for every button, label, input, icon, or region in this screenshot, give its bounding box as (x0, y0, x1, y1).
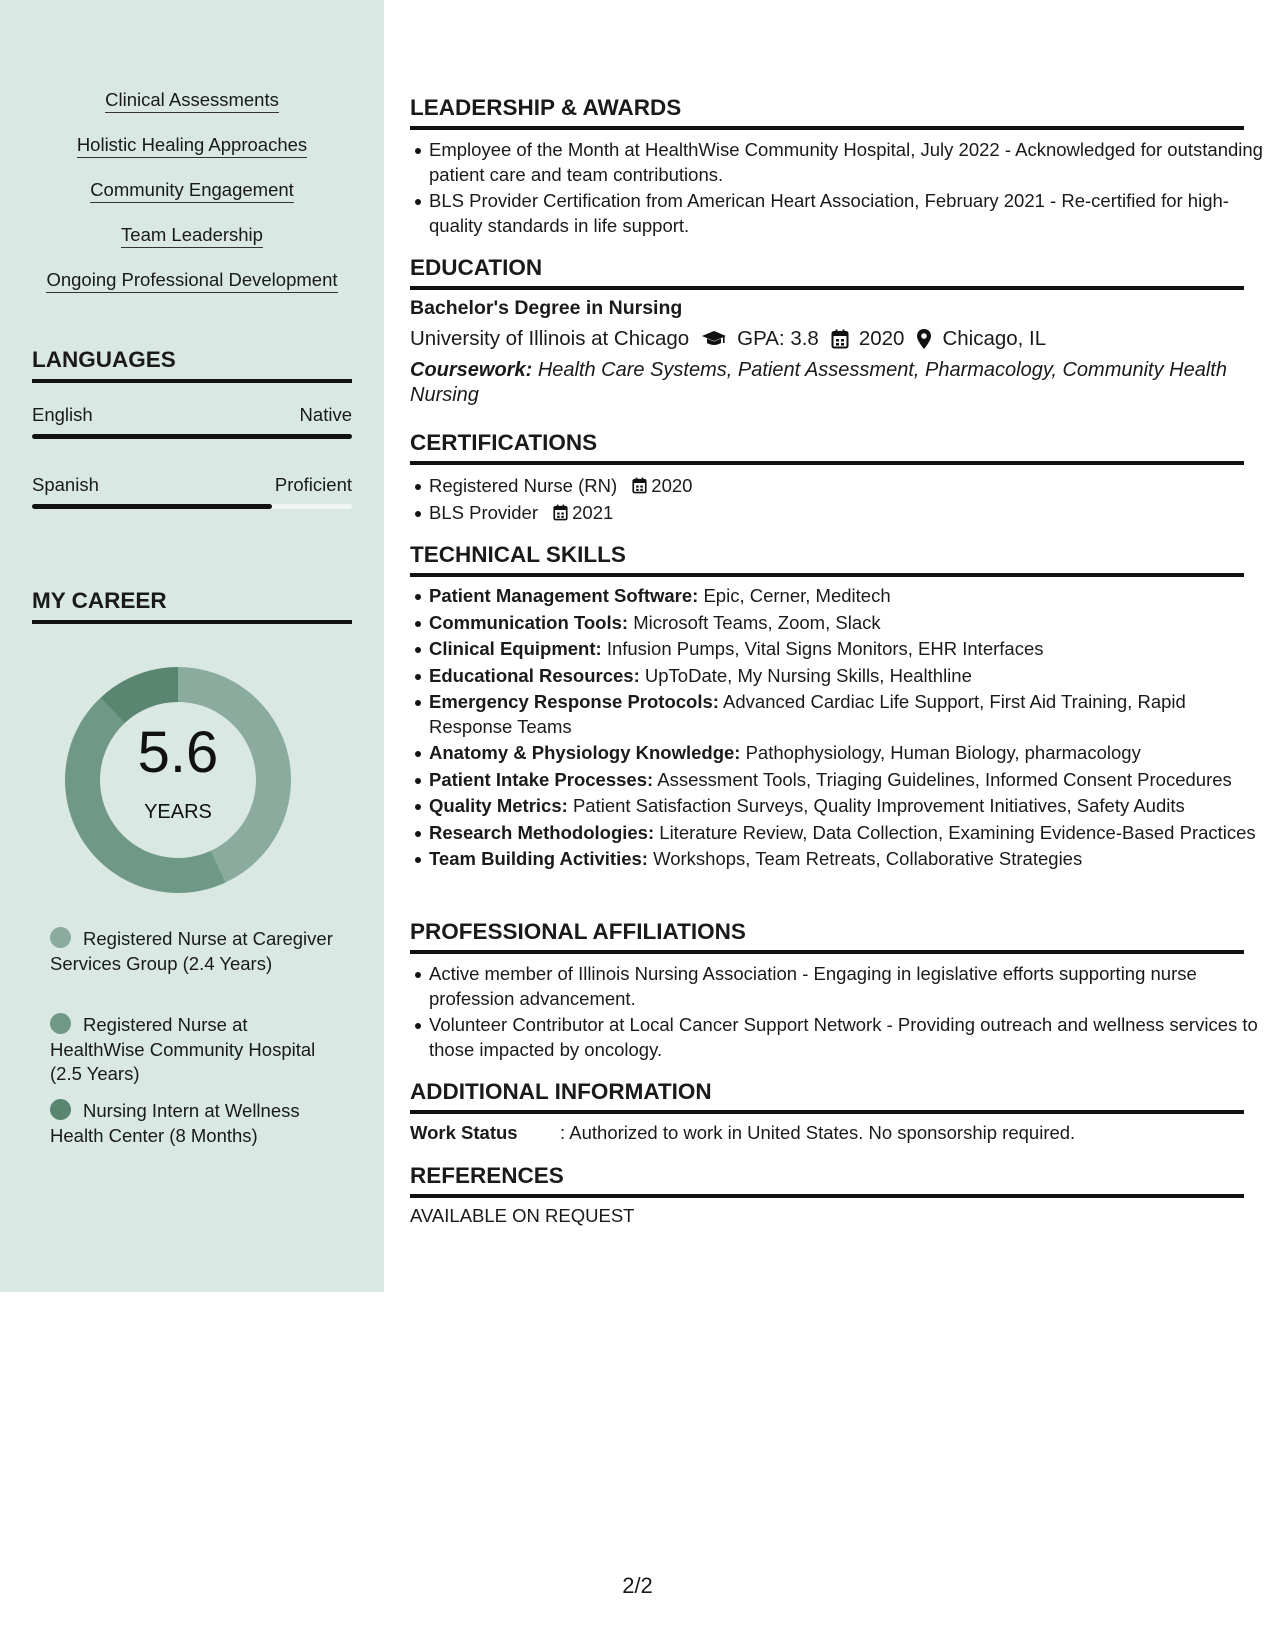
calendar-icon (553, 504, 568, 521)
coursework-list: Health Care Systems, Patient Assessment, Pharmacology, Community Health Nursing (410, 359, 1227, 406)
skill-tag: Clinical Assessments (0, 88, 384, 112)
career-legend-item: Registered Nurse at HealthWise Community Hospital (2.5 Years) (50, 1014, 316, 1084)
language-level: Native (299, 404, 352, 425)
list-item: Educational Resources: UpToDate, My Nursing Skills, Healthline (429, 664, 1263, 689)
references-heading: REFERENCES (410, 1163, 1244, 1198)
language-row (32, 474, 352, 496)
list-item: Patient Management Software: Epic, Cerner, Meditech (429, 584, 1263, 609)
gpa: GPA: 3.8 (737, 327, 819, 350)
legend-dot-icon (50, 1099, 71, 1120)
language-name: Spanish (32, 474, 99, 495)
certification-year: 2020 (651, 475, 693, 496)
school-location: Chicago, IL (942, 327, 1047, 350)
school-name: University of Illinois at Chicago (410, 327, 690, 350)
graduation-year: 2020 (858, 327, 905, 350)
page-number: 2/2 (622, 1573, 653, 1598)
references-value: AVAILABLE ON REQUEST (410, 1205, 635, 1226)
education-meta (410, 327, 1046, 351)
affiliations-list (410, 962, 1263, 1064)
leadership-list (410, 138, 1263, 240)
career-heading: MY CAREER (32, 588, 352, 624)
language-level: Proficient (274, 474, 352, 495)
career-total-value: 5.6 (137, 720, 219, 785)
language-bar (32, 434, 352, 439)
skill-tag: Community Engagement (0, 178, 384, 202)
degree-title: Bachelor's Degree in Nursing (410, 297, 683, 319)
list-item: Team Building Activities: Workshops, Team Retreats, Collaborative Strategies (429, 847, 1263, 872)
list-item: Employee of the Month at HealthWise Community Hospital, July 2022 - Acknowledged for outstanding patient care and team contributions. (429, 138, 1263, 187)
list-item: Quality Metrics: Patient Satisfaction Surveys, Quality Improvement Initiatives, Safety Audits (429, 794, 1263, 819)
calendar-icon (831, 329, 849, 349)
career-donut-chart (62, 664, 294, 896)
list-item: Emergency Response Protocols: Advanced Cardiac Life Support, First Aid Training, Rapid Response Teams (429, 690, 1263, 739)
list-item: Communication Tools: Microsoft Teams, Zoom, Slack (429, 611, 1263, 636)
legend-dot-icon (50, 1013, 71, 1034)
career-legend-item: Nursing Intern at Wellness Health Center (8 Months) (50, 1100, 300, 1146)
coursework-label: Coursework: (410, 359, 533, 381)
language-bar-fill (32, 434, 352, 439)
graduation-cap-icon (701, 330, 727, 348)
language-bar-fill (32, 504, 272, 509)
leadership-heading: LEADERSHIP & AWARDS (410, 95, 1244, 130)
career-total-unit: YEARS (144, 801, 212, 823)
list-item: Active member of Illinois Nursing Association - Engaging in legislative efforts supporting nurse profession advancement. (429, 962, 1263, 1011)
list-item: Volunteer Contributor at Local Cancer Support Network - Providing outreach and wellness services to those impacted by oncology. (429, 1013, 1263, 1062)
work-status-label: Work Status (410, 1122, 518, 1143)
list-item: Clinical Equipment: Infusion Pumps, Vital Signs Monitors, EHR Interfaces (429, 637, 1263, 662)
coursework (410, 358, 1244, 408)
language-row (32, 404, 352, 426)
list-item (429, 474, 1263, 499)
additional-info-heading: ADDITIONAL INFORMATION (410, 1079, 1244, 1114)
work-status-value: : Authorized to work in United States. No sponsorship required. (560, 1122, 1076, 1143)
skill-tag: Holistic Healing Approaches (0, 133, 384, 157)
language-bar (32, 504, 352, 509)
calendar-icon (632, 477, 647, 494)
list-item: BLS Provider Certification from American Heart Association, February 2021 - Re-certified for high-quality standards in life support. (429, 189, 1263, 238)
education-heading: EDUCATION (410, 255, 1244, 290)
legend-dot-icon (50, 927, 71, 948)
location-pin-icon (916, 328, 932, 350)
certification-year: 2021 (572, 501, 614, 523)
list-item: Patient Intake Processes: Assessment Tools, Triaging Guidelines, Informed Consent Procedures (429, 768, 1263, 793)
sidebar (0, 0, 384, 1292)
certification-name: Registered Nurse (RN) (429, 475, 618, 496)
certifications-heading: CERTIFICATIONS (410, 430, 1244, 465)
affiliations-heading: PROFESSIONAL AFFILIATIONS (410, 919, 1244, 954)
skill-tag: Team Leadership (0, 223, 384, 247)
work-status-row (410, 1122, 1075, 1144)
list-item (429, 501, 1263, 526)
technical-skills-list (410, 584, 1263, 874)
career-legend-item: Registered Nurse at Caregiver Services Group (2.4 Years) (50, 928, 333, 974)
languages-heading: LANGUAGES (32, 347, 352, 383)
list-item: Anatomy & Physiology Knowledge: Pathophysiology, Human Biology, pharmacology (429, 741, 1263, 766)
language-name: English (32, 404, 93, 425)
certifications-list (410, 474, 1263, 527)
skill-tag: Ongoing Professional Development (0, 268, 384, 292)
technical-skills-heading: TECHNICAL SKILLS (410, 542, 1244, 577)
certification-name: BLS Provider (429, 501, 538, 523)
list-item: Research Methodologies: Literature Review, Data Collection, Examining Evidence-Based Practices (429, 821, 1263, 846)
